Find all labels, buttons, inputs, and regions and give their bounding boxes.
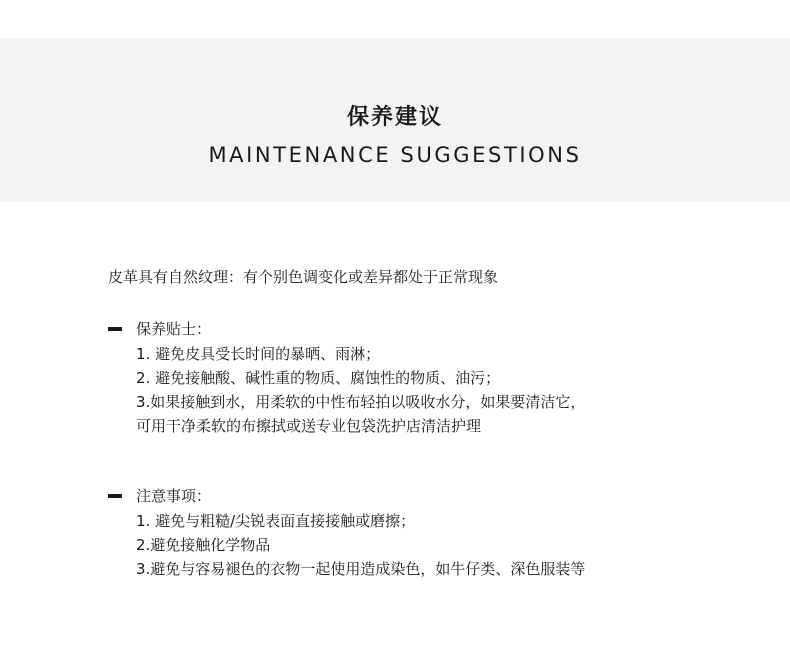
page-title-en: MAINTENANCE SUGGESTIONS bbox=[208, 143, 582, 167]
list-item: 可用干净柔软的布擦拭或送专业包袋洗护店清洁护理 bbox=[136, 417, 482, 435]
notes-title: 注意事项： bbox=[136, 487, 212, 505]
list-item: 3.如果接触到水，用柔软的中性布轻拍以吸收水分，如果要清洁它， bbox=[136, 393, 586, 411]
notes-list bbox=[136, 509, 748, 581]
care-tips-section bbox=[108, 318, 748, 438]
page-title-cn: 保养建议 bbox=[346, 105, 443, 130]
notes-section bbox=[108, 485, 748, 581]
care-tips-heading bbox=[108, 318, 748, 340]
notes-heading bbox=[108, 485, 748, 507]
list-item: 1. 避免与粗糙/尖锐表面直接接触或磨擦； bbox=[136, 512, 416, 530]
list-item: 2.避免接触化学物品 bbox=[136, 536, 271, 554]
list-item: 2. 避免接触酸、碱性重的物质、腐蚀性的物质、油污； bbox=[136, 369, 501, 387]
list-item: 3.避免与容易褪色的衣物一起使用造成染色，如牛仔类、深色服装等 bbox=[136, 560, 586, 578]
list-item: 1. 避免皮具受长时间的暴晒、雨淋； bbox=[136, 345, 381, 363]
care-tips-title: 保养贴士： bbox=[136, 320, 212, 338]
dash-bullet-icon bbox=[108, 327, 122, 331]
care-tips-list bbox=[136, 342, 748, 438]
dash-bullet-icon bbox=[108, 494, 122, 498]
intro-text: 皮革具有自然纹理：有个别色调变化或差异都处于正常现象 bbox=[108, 268, 499, 286]
